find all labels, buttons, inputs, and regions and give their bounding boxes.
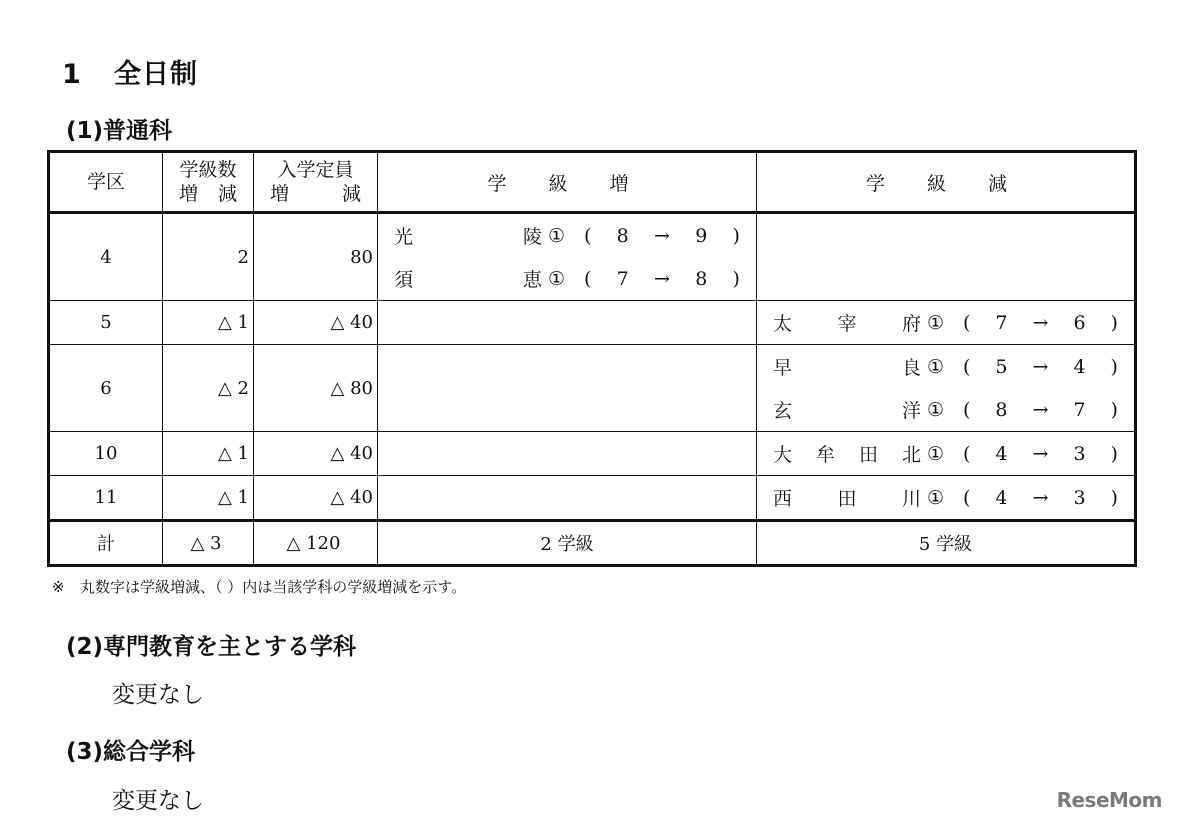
header-decrease: 学 級 減 xyxy=(757,152,1136,213)
decrease-cell xyxy=(757,301,1136,345)
school-name-char: 須 xyxy=(394,269,414,291)
section2-text: 変更なし xyxy=(112,682,204,708)
class-change-table xyxy=(47,150,1137,567)
district-cell: 6 xyxy=(49,345,163,432)
capacity-change-cell: △ 40 xyxy=(254,476,378,521)
range-to: 7 xyxy=(1073,398,1086,421)
capacity-change-cell: △ 80 xyxy=(254,345,378,432)
table-row xyxy=(49,301,1136,345)
table-row xyxy=(49,213,1136,301)
header-increase: 学 級 増 xyxy=(378,152,757,213)
range-to: 8 xyxy=(695,267,708,290)
range-to: 3 xyxy=(1073,486,1086,509)
school-name-char: 牟 xyxy=(815,444,835,466)
school-name-char: 玄 xyxy=(773,400,793,422)
section3-text: 変更なし xyxy=(112,788,204,814)
school-name-char: 光 xyxy=(394,226,414,248)
resemom-logo: ReseMom xyxy=(1056,788,1162,812)
school-name-char: 洋 xyxy=(901,400,921,422)
range-from: 8 xyxy=(995,398,1008,421)
class-count: ① xyxy=(548,224,566,247)
district-cell: 10 xyxy=(49,432,163,476)
range-symbol: ) xyxy=(732,224,740,247)
title-text: 全日制 xyxy=(114,59,198,90)
range-symbol: ) xyxy=(1110,311,1118,334)
class-range xyxy=(963,356,1124,378)
school-name-char: 北 xyxy=(901,444,921,466)
total-class-change: △ 3 xyxy=(163,521,254,566)
header-capacity-change: 入学定員 増 減 xyxy=(254,152,378,213)
school-entry xyxy=(767,432,1124,475)
class-count: ① xyxy=(548,267,566,290)
table-row xyxy=(49,476,1136,521)
range-from: 4 xyxy=(995,486,1008,509)
footnote xyxy=(52,576,466,597)
range-symbol: → xyxy=(654,224,670,247)
range-symbol: ( xyxy=(584,224,592,247)
school-name-char: 川 xyxy=(901,488,921,510)
range-symbol: → xyxy=(654,267,670,290)
class-change-cell: △ 2 xyxy=(163,345,254,432)
table-row xyxy=(49,432,1136,476)
range-symbol: ( xyxy=(963,311,971,334)
class-range xyxy=(963,443,1124,465)
range-from: 8 xyxy=(616,224,629,247)
range-to: 4 xyxy=(1073,355,1086,378)
school-name xyxy=(767,440,927,467)
section1-heading: (1)普通科 xyxy=(66,118,173,144)
school-name-char: 太 xyxy=(773,313,793,335)
decrease-cell xyxy=(757,213,1136,301)
page-title xyxy=(62,52,198,91)
footnote-mark: ※ xyxy=(52,578,65,596)
school-name-char: 早 xyxy=(773,357,793,379)
range-symbol: ( xyxy=(584,267,592,290)
school-name xyxy=(767,353,927,380)
school-name xyxy=(767,309,927,336)
class-change-cell: △ 1 xyxy=(163,476,254,521)
range-symbol: ( xyxy=(963,398,971,421)
total-capacity-change: △ 120 xyxy=(254,521,378,566)
range-to: 6 xyxy=(1073,311,1086,334)
range-symbol: → xyxy=(1032,442,1049,465)
table-total-row xyxy=(49,521,1136,566)
capacity-change-cell: 80 xyxy=(254,213,378,301)
range-from: 5 xyxy=(995,355,1008,378)
school-name-char: 良 xyxy=(901,357,921,379)
school-entry xyxy=(767,301,1124,344)
class-count: ① xyxy=(927,486,945,509)
range-symbol: → xyxy=(1032,398,1049,421)
range-symbol: → xyxy=(1032,311,1049,334)
school-name xyxy=(767,484,927,511)
range-symbol: ( xyxy=(963,355,971,378)
table-row xyxy=(49,345,1136,432)
decrease-cell xyxy=(757,432,1136,476)
range-from: 4 xyxy=(995,442,1008,465)
header-class-change: 学級数 増 減 xyxy=(163,152,254,213)
range-symbol: ) xyxy=(732,267,740,290)
class-count: ① xyxy=(927,355,945,378)
school-name xyxy=(388,265,548,292)
school-entry xyxy=(767,345,1124,388)
district-cell: 4 xyxy=(49,213,163,301)
school-entry xyxy=(388,257,746,300)
school-entry xyxy=(767,476,1124,519)
increase-cell xyxy=(378,301,757,345)
total-label: 計 xyxy=(49,521,163,566)
section3-heading: (3)総合学科 xyxy=(66,739,196,765)
range-symbol: ) xyxy=(1110,355,1118,378)
capacity-change-cell: △ 40 xyxy=(254,301,378,345)
school-name xyxy=(767,396,927,423)
class-change-cell: △ 1 xyxy=(163,432,254,476)
district-cell: 11 xyxy=(49,476,163,521)
range-symbol: ( xyxy=(963,442,971,465)
range-symbol: ) xyxy=(1110,486,1118,509)
school-name-char: 宰 xyxy=(837,313,857,335)
class-range xyxy=(963,399,1124,421)
school-name-char: 恵 xyxy=(522,269,542,291)
school-entry xyxy=(388,214,746,257)
total-increase: 2 学級 xyxy=(378,521,757,566)
class-count: ① xyxy=(927,398,945,421)
range-symbol: ( xyxy=(963,486,971,509)
class-change-cell: 2 xyxy=(163,213,254,301)
school-name-char: 府 xyxy=(901,313,921,335)
decrease-cell xyxy=(757,345,1136,432)
decrease-cell xyxy=(757,476,1136,521)
footnote-text: 丸数字は学級増減、（ ）内は当該学科の学級増減を示す。 xyxy=(80,578,467,596)
range-symbol: → xyxy=(1032,355,1049,378)
table-header-row xyxy=(49,152,1136,213)
range-symbol: ) xyxy=(1110,442,1118,465)
increase-cell xyxy=(378,213,757,301)
school-name-char: 大 xyxy=(773,444,793,466)
increase-cell xyxy=(378,476,757,521)
increase-cell xyxy=(378,432,757,476)
school-name-char: 田 xyxy=(858,444,878,466)
title-number: 1 xyxy=(62,59,82,90)
class-count: ① xyxy=(927,311,945,334)
section2-heading: (2)専門教育を主とする学科 xyxy=(66,634,357,660)
range-from: 7 xyxy=(995,311,1008,334)
range-symbol: ) xyxy=(1110,398,1118,421)
capacity-change-cell: △ 40 xyxy=(254,432,378,476)
class-count: ① xyxy=(927,442,945,465)
school-entry xyxy=(767,388,1124,431)
school-name-char: 陵 xyxy=(522,226,542,248)
district-cell: 5 xyxy=(49,301,163,345)
class-change-cell: △ 1 xyxy=(163,301,254,345)
school-name xyxy=(388,222,548,249)
total-decrease: 5 学級 xyxy=(757,521,1136,566)
class-range xyxy=(584,225,746,247)
range-symbol: → xyxy=(1032,486,1049,509)
increase-cell xyxy=(378,345,757,432)
header-district: 学区 xyxy=(49,152,163,213)
class-range xyxy=(963,312,1124,334)
class-range xyxy=(963,487,1124,509)
range-to: 9 xyxy=(695,224,708,247)
range-from: 7 xyxy=(616,267,629,290)
class-range xyxy=(584,268,746,290)
school-name-char: 田 xyxy=(837,488,857,510)
range-to: 3 xyxy=(1073,442,1086,465)
school-name-char: 西 xyxy=(773,488,793,510)
